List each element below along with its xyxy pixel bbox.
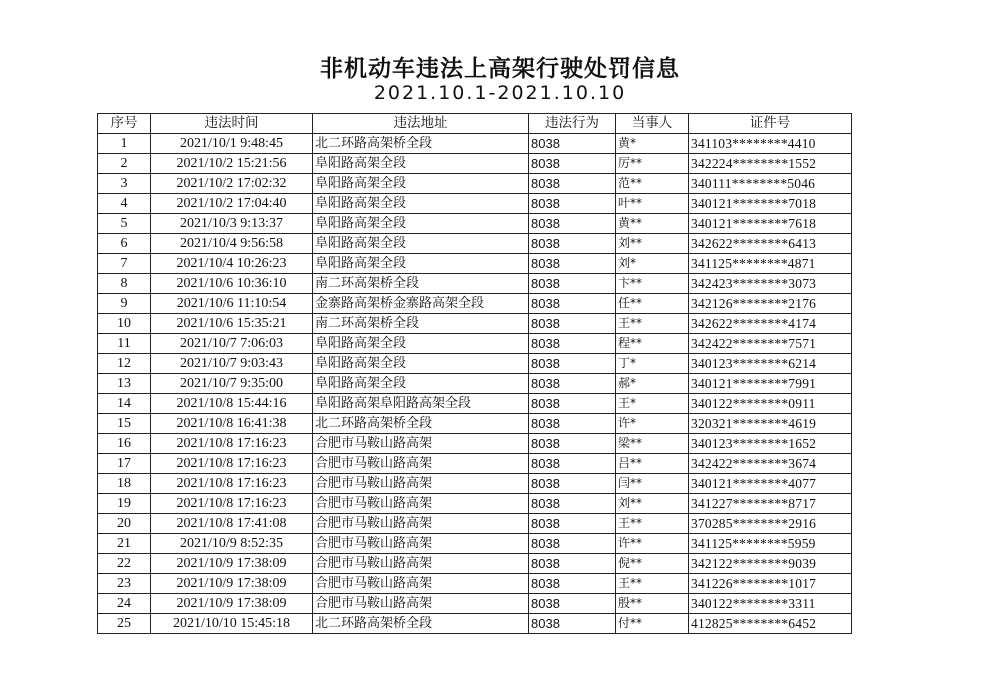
header-index: 序号 — [98, 114, 151, 134]
cell-person: 许* — [616, 414, 689, 434]
cell-time: 2021/10/9 17:38:09 — [151, 594, 313, 614]
cell-index: 2 — [98, 154, 151, 174]
cell-address: 阜阳路高架全段 — [313, 194, 529, 214]
cell-address: 北二环路高架桥全段 — [313, 414, 529, 434]
table-row — [98, 594, 852, 614]
cell-address: 南二环高架桥全段 — [313, 274, 529, 294]
cell-address: 阜阳路高架全段 — [313, 254, 529, 274]
cell-time: 2021/10/6 11:10:54 — [151, 294, 313, 314]
cell-time: 2021/10/2 17:04:40 — [151, 194, 313, 214]
table-row — [98, 514, 852, 534]
cell-id: 340121********7618 — [689, 214, 852, 234]
cell-person: 黄** — [616, 214, 689, 234]
cell-id: 340111********5046 — [689, 174, 852, 194]
cell-index: 13 — [98, 374, 151, 394]
cell-index: 15 — [98, 414, 151, 434]
cell-index: 3 — [98, 174, 151, 194]
table-row — [98, 234, 852, 254]
cell-address: 合肥市马鞍山路高架 — [313, 494, 529, 514]
cell-person: 任** — [616, 294, 689, 314]
cell-person: 梁** — [616, 434, 689, 454]
cell-id: 342224********1552 — [689, 154, 852, 174]
cell-time: 2021/10/2 15:21:56 — [151, 154, 313, 174]
table-row — [98, 314, 852, 334]
cell-address: 金寨路高架桥金寨路高架全段 — [313, 294, 529, 314]
cell-time: 2021/10/7 9:03:43 — [151, 354, 313, 374]
cell-id: 341125********5959 — [689, 534, 852, 554]
cell-person: 程** — [616, 334, 689, 354]
cell-id: 342423********3073 — [689, 274, 852, 294]
cell-time: 2021/10/10 15:45:18 — [151, 614, 313, 634]
cell-violation: 8038 — [529, 194, 616, 214]
cell-person: 殷** — [616, 594, 689, 614]
penalty-table — [97, 113, 852, 634]
table-row — [98, 294, 852, 314]
cell-id: 341125********4871 — [689, 254, 852, 274]
cell-address: 北二环路高架桥全段 — [313, 134, 529, 154]
header-time: 违法时间 — [151, 114, 313, 134]
cell-time: 2021/10/9 17:38:09 — [151, 554, 313, 574]
cell-time: 2021/10/9 8:52:35 — [151, 534, 313, 554]
cell-violation: 8038 — [529, 314, 616, 334]
cell-address: 阜阳路高架全段 — [313, 354, 529, 374]
cell-person: 付** — [616, 614, 689, 634]
cell-id: 341227********8717 — [689, 494, 852, 514]
cell-index: 22 — [98, 554, 151, 574]
table-header-row — [98, 114, 852, 134]
cell-person: 倪** — [616, 554, 689, 574]
cell-id: 340122********0911 — [689, 394, 852, 414]
table-row — [98, 334, 852, 354]
table-row — [98, 574, 852, 594]
cell-violation: 8038 — [529, 594, 616, 614]
cell-id: 340121********7018 — [689, 194, 852, 214]
cell-violation: 8038 — [529, 234, 616, 254]
cell-person: 刘* — [616, 254, 689, 274]
table-row — [98, 434, 852, 454]
cell-index: 9 — [98, 294, 151, 314]
table-row — [98, 454, 852, 474]
cell-index: 20 — [98, 514, 151, 534]
cell-time: 2021/10/8 17:16:23 — [151, 474, 313, 494]
cell-id: 342122********9039 — [689, 554, 852, 574]
table-row — [98, 174, 852, 194]
cell-violation: 8038 — [529, 174, 616, 194]
table-row — [98, 214, 852, 234]
cell-violation: 8038 — [529, 534, 616, 554]
cell-address: 合肥市马鞍山路高架 — [313, 554, 529, 574]
cell-address: 合肥市马鞍山路高架 — [313, 474, 529, 494]
cell-address: 阜阳路高架阜阳路高架全段 — [313, 394, 529, 414]
cell-id: 342422********3674 — [689, 454, 852, 474]
table-row — [98, 614, 852, 634]
table-row — [98, 494, 852, 514]
cell-violation: 8038 — [529, 434, 616, 454]
cell-id: 320321********4619 — [689, 414, 852, 434]
cell-violation: 8038 — [529, 494, 616, 514]
cell-index: 8 — [98, 274, 151, 294]
cell-index: 11 — [98, 334, 151, 354]
cell-time: 2021/10/7 9:35:00 — [151, 374, 313, 394]
cell-address: 阜阳路高架全段 — [313, 334, 529, 354]
cell-index: 6 — [98, 234, 151, 254]
cell-id: 412825********6452 — [689, 614, 852, 634]
cell-violation: 8038 — [529, 294, 616, 314]
cell-address: 合肥市马鞍山路高架 — [313, 574, 529, 594]
cell-person: 叶** — [616, 194, 689, 214]
cell-id: 342422********7571 — [689, 334, 852, 354]
cell-violation: 8038 — [529, 274, 616, 294]
cell-index: 10 — [98, 314, 151, 334]
cell-id: 342622********6413 — [689, 234, 852, 254]
cell-address: 合肥市马鞍山路高架 — [313, 514, 529, 534]
cell-time: 2021/10/4 10:26:23 — [151, 254, 313, 274]
cell-index: 7 — [98, 254, 151, 274]
cell-violation: 8038 — [529, 354, 616, 374]
cell-time: 2021/10/6 10:36:10 — [151, 274, 313, 294]
cell-person: 丁* — [616, 354, 689, 374]
cell-address: 合肥市马鞍山路高架 — [313, 534, 529, 554]
cell-index: 19 — [98, 494, 151, 514]
cell-index: 18 — [98, 474, 151, 494]
table-row — [98, 154, 852, 174]
cell-address: 阜阳路高架全段 — [313, 154, 529, 174]
cell-address: 合肥市马鞍山路高架 — [313, 454, 529, 474]
cell-violation: 8038 — [529, 214, 616, 234]
cell-violation: 8038 — [529, 394, 616, 414]
cell-person: 吕** — [616, 454, 689, 474]
table-row — [98, 254, 852, 274]
table-row — [98, 194, 852, 214]
cell-index: 4 — [98, 194, 151, 214]
cell-index: 23 — [98, 574, 151, 594]
date-range: 2021.10.1-2021.10.10 — [373, 82, 627, 104]
cell-id: 341103********4410 — [689, 134, 852, 154]
table-row — [98, 414, 852, 434]
cell-person: 许** — [616, 534, 689, 554]
cell-id: 342126********2176 — [689, 294, 852, 314]
cell-violation: 8038 — [529, 134, 616, 154]
cell-person: 王** — [616, 514, 689, 534]
cell-id: 340121********4077 — [689, 474, 852, 494]
table-row — [98, 394, 852, 414]
header-id: 证件号 — [689, 114, 852, 134]
cell-index: 24 — [98, 594, 151, 614]
cell-id: 340121********7991 — [689, 374, 852, 394]
cell-person: 黄* — [616, 134, 689, 154]
cell-index: 21 — [98, 534, 151, 554]
cell-violation: 8038 — [529, 614, 616, 634]
cell-person: 闫** — [616, 474, 689, 494]
cell-person: 厉** — [616, 154, 689, 174]
cell-time: 2021/10/9 17:38:09 — [151, 574, 313, 594]
cell-time: 2021/10/8 17:41:08 — [151, 514, 313, 534]
cell-address: 合肥市马鞍山路高架 — [313, 434, 529, 454]
cell-violation: 8038 — [529, 334, 616, 354]
cell-index: 25 — [98, 614, 151, 634]
cell-address: 阜阳路高架全段 — [313, 214, 529, 234]
cell-violation: 8038 — [529, 154, 616, 174]
cell-index: 17 — [98, 454, 151, 474]
cell-address: 阜阳路高架全段 — [313, 234, 529, 254]
table-row — [98, 474, 852, 494]
cell-address: 北二环路高架桥全段 — [313, 614, 529, 634]
cell-time: 2021/10/8 16:41:38 — [151, 414, 313, 434]
cell-time: 2021/10/6 15:35:21 — [151, 314, 313, 334]
cell-violation: 8038 — [529, 414, 616, 434]
cell-id: 340123********6214 — [689, 354, 852, 374]
cell-index: 16 — [98, 434, 151, 454]
cell-person: 王** — [616, 314, 689, 334]
cell-time: 2021/10/8 15:44:16 — [151, 394, 313, 414]
cell-index: 12 — [98, 354, 151, 374]
cell-person: 郝* — [616, 374, 689, 394]
cell-time: 2021/10/7 7:06:03 — [151, 334, 313, 354]
cell-time: 2021/10/1 9:48:45 — [151, 134, 313, 154]
table-row — [98, 374, 852, 394]
cell-person: 刘** — [616, 494, 689, 514]
table-row — [98, 134, 852, 154]
cell-person: 刘** — [616, 234, 689, 254]
cell-id: 370285********2916 — [689, 514, 852, 534]
document-title: 非机动车违法上高架行驶处罚信息 — [320, 56, 680, 82]
cell-violation: 8038 — [529, 554, 616, 574]
cell-violation: 8038 — [529, 474, 616, 494]
cell-person: 范** — [616, 174, 689, 194]
cell-person: 王* — [616, 394, 689, 414]
cell-id: 340122********3311 — [689, 594, 852, 614]
cell-violation: 8038 — [529, 454, 616, 474]
cell-time: 2021/10/3 9:13:37 — [151, 214, 313, 234]
cell-address: 阜阳路高架全段 — [313, 174, 529, 194]
cell-address: 阜阳路高架全段 — [313, 374, 529, 394]
cell-violation: 8038 — [529, 254, 616, 274]
cell-time: 2021/10/8 17:16:23 — [151, 454, 313, 474]
cell-time: 2021/10/4 9:56:58 — [151, 234, 313, 254]
header-address: 违法地址 — [313, 114, 529, 134]
table-row — [98, 554, 852, 574]
header-person: 当事人 — [616, 114, 689, 134]
cell-address: 南二环高架桥全段 — [313, 314, 529, 334]
cell-violation: 8038 — [529, 514, 616, 534]
cell-person: 卞** — [616, 274, 689, 294]
cell-time: 2021/10/8 17:16:23 — [151, 434, 313, 454]
cell-time: 2021/10/8 17:16:23 — [151, 494, 313, 514]
cell-id: 341226********1017 — [689, 574, 852, 594]
cell-id: 342622********4174 — [689, 314, 852, 334]
cell-violation: 8038 — [529, 374, 616, 394]
table-row — [98, 534, 852, 554]
cell-index: 14 — [98, 394, 151, 414]
table-row — [98, 274, 852, 294]
cell-violation: 8038 — [529, 574, 616, 594]
cell-index: 5 — [98, 214, 151, 234]
table-row — [98, 354, 852, 374]
cell-address: 合肥市马鞍山路高架 — [313, 594, 529, 614]
cell-time: 2021/10/2 17:02:32 — [151, 174, 313, 194]
cell-id: 340123********1652 — [689, 434, 852, 454]
cell-index: 1 — [98, 134, 151, 154]
cell-person: 王** — [616, 574, 689, 594]
header-violation: 违法行为 — [529, 114, 616, 134]
